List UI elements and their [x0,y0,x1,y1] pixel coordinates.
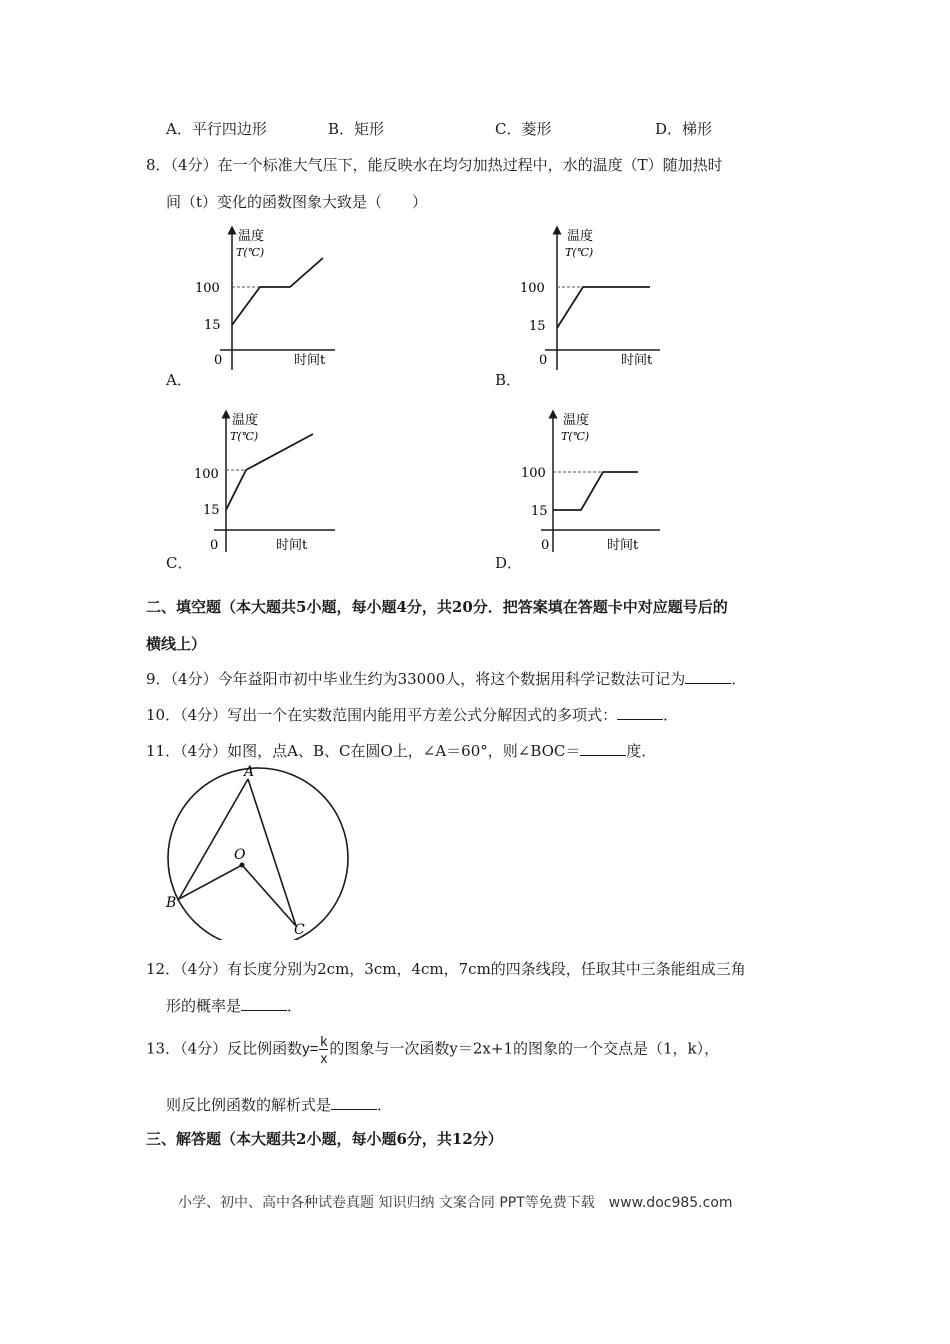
q11-circle-figure [160,762,360,940]
q13-line2-text: 则反比例函数的解析式是 [166,1096,332,1114]
q11-answer-blank [580,743,626,756]
q13-frac-numerator: k [320,1033,328,1049]
q8-option-c-label: C． [166,554,193,572]
q13-answer-blank [331,1097,377,1110]
graph-c-y-unit: T(℃) [230,430,259,443]
q8-option-d-label: D． [495,554,523,572]
q8-graph-c [190,404,340,554]
graph-a-tick-100: 100 [195,281,220,296]
section3-heading: 三、解答题（本大题共2小题，每小题6分，共12分） [146,1130,503,1148]
q8-option-a-label: A． [166,371,192,389]
center-point-o [240,863,245,868]
q12-end: ． [287,997,303,1015]
page-footer: 小学、初中、高中各种试卷真题 知识归纳 文案合同 PPT等免费下载 www.doc985.com [178,1195,733,1211]
q11-end: 度． [626,742,657,760]
q13-y-eq: y= [302,1040,319,1058]
q10-answer-blank [617,707,663,720]
q13-end: ． [377,1096,393,1114]
graph-d-origin: 0 [541,538,550,553]
graph-c-tick-100: 100 [194,467,219,482]
q12-line1: 12．（4分）有长度分别为2cm，3cm，4cm，7cm的四条线段，任取其中三条能组成三角 [146,960,746,978]
q13-line1 [146,1033,719,1066]
q8-graph-a [190,222,340,372]
point-a-label: A [244,764,255,780]
graph-d-y-title: 温度 [563,413,590,428]
graph-c-y-title: 温度 [232,413,259,428]
q7-option-a: A．平行四边形 [166,120,267,138]
point-c-label: C [294,922,305,938]
q13-fraction [319,1033,328,1066]
q8-stem-line2: 间（t）变化的函数图象大致是（ ） [166,193,428,211]
q9-answer-blank [685,671,731,684]
graph-a-tick-15: 15 [204,318,221,333]
q10 [146,704,678,725]
graph-c-x-title: 时间t [276,538,308,553]
q13-text: 13．（4分）反比例函数 [146,1039,303,1058]
graph-a-origin: 0 [214,353,223,368]
point-b-label: B [166,895,177,911]
q10-end: ． [663,706,679,724]
q12-answer-blank [241,998,287,1011]
graph-a-x-title: 时间t [294,353,326,368]
graph-d-x-title: 时间t [607,538,639,553]
section2-heading-line2: 横线上） [146,635,207,653]
graph-b-y-unit: T(℃) [565,246,594,259]
graph-d-tick-100: 100 [521,466,546,481]
q13-text-after: 的图象与一次函数y＝2x+1的图象的一个交点是（1，k）， [329,1039,720,1058]
graph-b-tick-15: 15 [529,319,546,334]
q8-graph-d [515,404,665,554]
q9 [146,668,746,689]
graph-b-tick-100: 100 [520,281,545,296]
circle-o [168,768,348,940]
section2-heading-line1: 二、填空题（本大题共5小题，每小题4分，共20分．把答案填在答题卡中对应题号后的 [146,598,728,616]
q7-option-c: C．菱形 [495,120,552,138]
q10-text: 10．（4分）写出一个在实数范围内能用平方差公式分解因式的多项式： [146,706,618,724]
q9-end: ． [731,670,747,688]
q8-stem-line1: 8．（4分）在一个标准大气压下，能反映水在均匀加热过程中，水的温度（T）随加热时 [146,156,723,174]
q8-option-b-label: B． [495,371,522,389]
graph-b-origin: 0 [539,353,548,368]
q11-text: 11．（4分）如图，点A、B、C在圆O上，∠A＝60°，则∠BOC＝ [146,742,581,760]
q12-line2 [166,995,302,1016]
graph-c-tick-15: 15 [203,503,220,518]
q11 [146,740,656,761]
point-o-label: O [234,847,246,863]
graph-b-x-title: 时间t [621,353,653,368]
graph-c-origin: 0 [210,538,219,553]
q7-option-b: B．矩形 [328,120,385,138]
q8-graph-b [515,222,665,372]
graph-d-y-unit: T(℃) [561,430,590,443]
q9-text: 9．（4分）今年益阳市初中毕业生约为33000人，将这个数据用科学记数法可记为 [146,670,686,688]
q13-frac-denominator: x [320,1050,328,1066]
q12-line2-text: 形的概率是 [166,997,242,1015]
graph-b-y-title: 温度 [567,229,594,244]
q13-line2 [166,1094,392,1115]
q7-option-d: D．梯形 [655,120,713,138]
graph-a-y-unit: T(℃) [236,246,265,259]
graph-d-tick-15: 15 [531,504,548,519]
graph-a-y-title: 温度 [238,229,265,244]
